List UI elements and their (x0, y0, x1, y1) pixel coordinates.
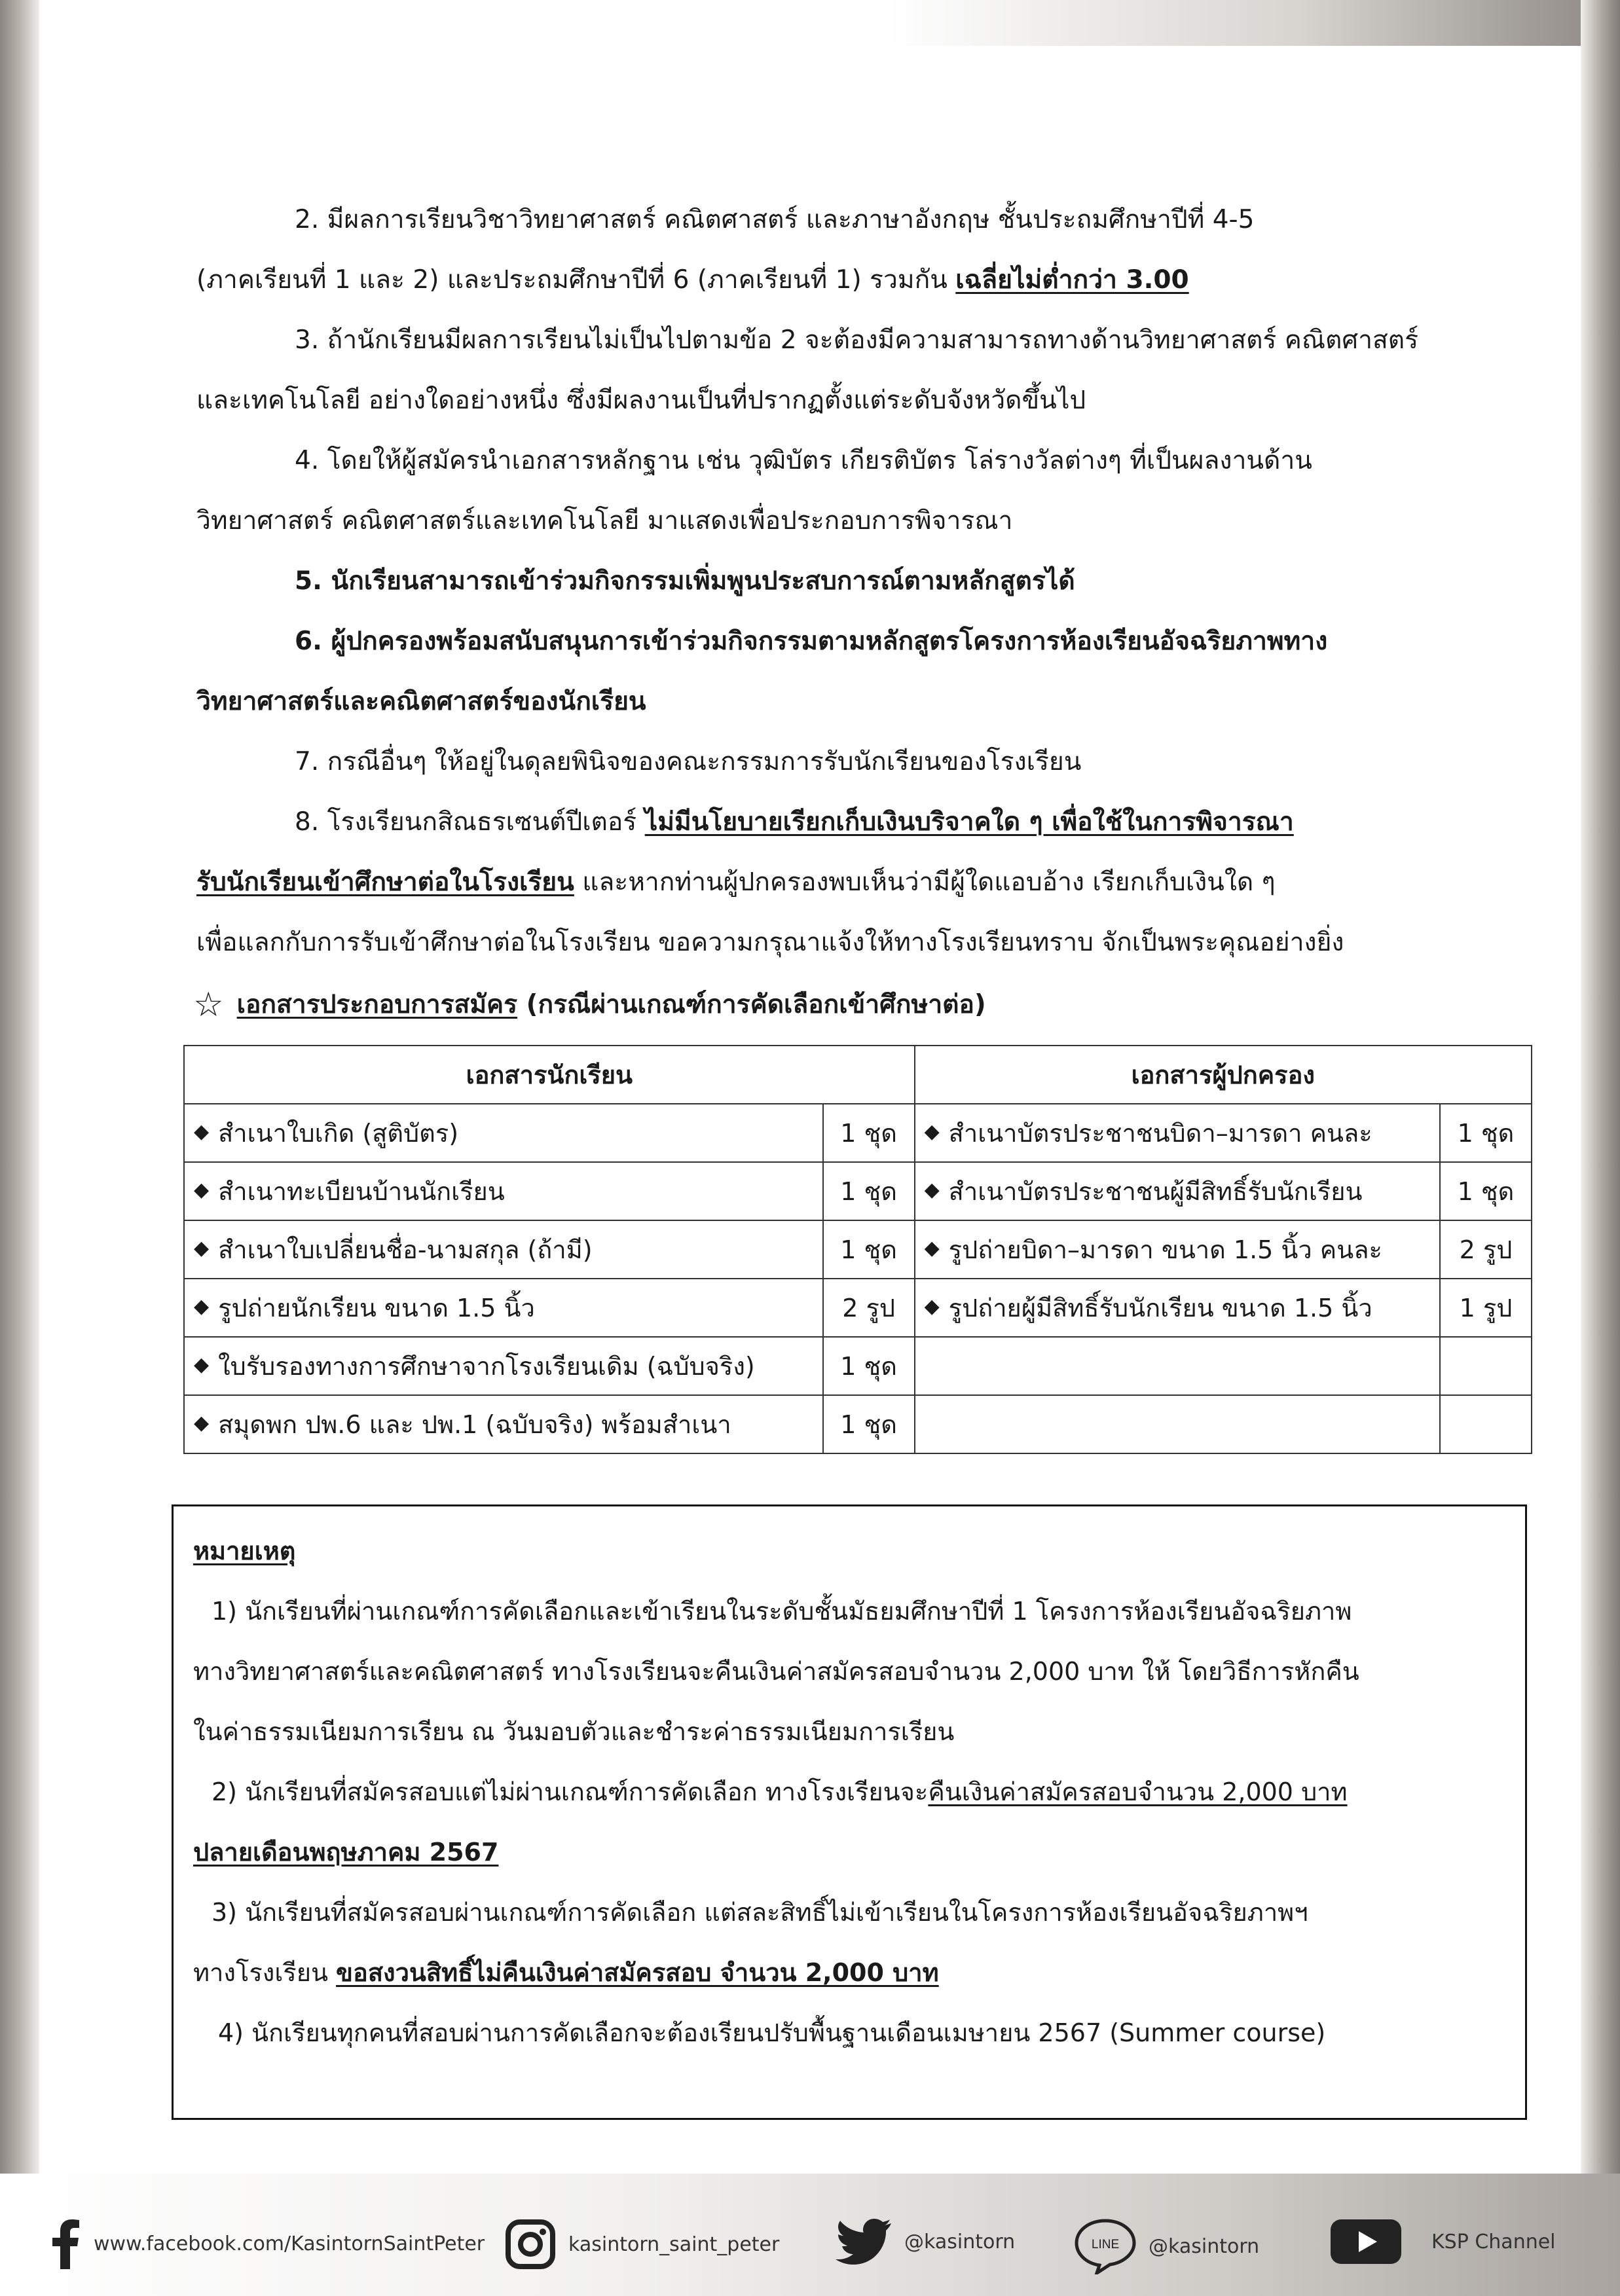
note-1: 1) นักเรียนที่ผ่านเกณฑ์การคัดเลือกและเข้าเรียนในระดับชั้นมัธยมศึกษาปีที่ 1 โครงการห้องเรียนอัจฉริยภาพ (212, 1597, 1352, 1626)
criteria-item-8: 8. โรงเรียนกสิณธรเซนต์ปีเตอร์ ไม่มีนโยบายเรียกเก็บเงินบริจาคใด ๆ เพื่อใช้ในการพิจารณา (295, 807, 1294, 837)
bullet-diamond-icon: ◆ (924, 1178, 940, 1201)
student-document: ◆ ใบรับรองทางการศึกษาจากโรงเรียนเดิม (ฉบับจริง) (184, 1337, 823, 1395)
instagram-icon (504, 2218, 557, 2270)
parent-document (915, 1395, 1440, 1453)
note-3-cont: ทางโรงเรียน ขอสงวนสิทธิ์ไม่คืนเงินค่าสมัครสอบ จำนวน 2,000 บาท (193, 1958, 939, 1987)
document-row (184, 1220, 1532, 1279)
svg-text:LINE: LINE (1091, 2238, 1120, 2251)
student-document: ◆ สำเนาทะเบียนบ้านนักเรียน (184, 1162, 823, 1220)
criteria-item-7: 7. กรณีอื่นๆ ให้อยู่ในดุลยพินิจของคณะกรรมการรับนักเรียนของโรงเรียน (295, 747, 1082, 776)
student-document: ◆ สำเนาใบเปลี่ยนชื่อ-นามสกุล (ถ้ามี) (184, 1220, 823, 1279)
criteria-item-3-cont: และเทคโนโลยี อย่างใดอย่างหนึ่ง ซึ่งมีผลงานเป็นที่ปรากฏตั้งแต่ระดับจังหวัดขึ้นไป (196, 386, 1086, 415)
social-footer (0, 2174, 1620, 2296)
documents-table-header (184, 1046, 1532, 1104)
line-link[interactable]: LINE @kasintorn (1074, 2218, 1259, 2274)
notes-title: หมายเหตุ (193, 1537, 296, 1565)
gpa-requirement: เฉลี่ยไม่ต่ำกว่า 3.00 (955, 265, 1189, 295)
page-frame-right (1581, 0, 1620, 2174)
criteria-item-6-cont: วิทยาศาสตร์และคณิตศาสตร์ของนักเรียน (196, 687, 646, 716)
bullet-diamond-icon: ◆ (194, 1120, 210, 1143)
parent-document: ◆ สำเนาบัตรประชาชนผู้มีสิทธิ์รับนักเรียน (915, 1162, 1440, 1220)
parent-document-qty: 1 ชุด (1440, 1104, 1532, 1162)
document-row (184, 1395, 1532, 1453)
documents-heading: ☆ เอกสารประกอบการสมัคร (กรณีผ่านเกณฑ์การคัดเลือกเข้าศึกษาต่อ) (193, 985, 986, 1025)
student-document: ◆ รูปถ่ายนักเรียน ขนาด 1.5 นิ้ว (184, 1279, 823, 1337)
student-document-qty: 1 ชุด (823, 1162, 915, 1220)
bullet-diamond-icon: ◆ (924, 1237, 940, 1260)
parent-document: ◆ รูปถ่ายบิดา–มารดา ขนาด 1.5 นิ้ว คนละ (915, 1220, 1440, 1279)
criteria-item-2-cont: (ภาคเรียนที่ 1 และ 2) และประถมศึกษาปีที่ 6 (ภาคเรียนที่ 1) รวมกัน เฉลี่ยไม่ต่ำกว่า 3.00 (196, 265, 1189, 295)
student-document: ◆ สำเนาใบเกิด (สูติบัตร) (184, 1104, 823, 1162)
documents-table (183, 1045, 1532, 1454)
parent-document-qty: 2 รูป (1440, 1220, 1532, 1279)
document-row (184, 1337, 1532, 1395)
criteria-item-2: 2. มีผลการเรียนวิชาวิทยาศาสตร์ คณิตศาสตร์ และภาษาอังกฤษ ชั้นประถมศึกษาปีที่ 4-5 (295, 205, 1255, 234)
student-document-qty: 1 ชุด (823, 1395, 915, 1453)
instagram-link[interactable]: kasintorn_saint_peter (504, 2218, 779, 2270)
criteria-item-3: 3. ถ้านักเรียนมีผลการเรียนไม่เป็นไปตามข้อ 2 จะต้องมีความสามารถทางด้านวิทยาศาสตร์ คณิตศาสตร์ (295, 325, 1419, 355)
student-document-qty: 1 ชุด (823, 1337, 915, 1395)
parent-document-qty (1440, 1337, 1532, 1395)
note-1-cont2: ในค่าธรรมเนียมการเรียน ณ วันมอบตัวและชำระค่าธรรมเนียมการเรียน (193, 1717, 955, 1746)
student-document-qty: 1 ชุด (823, 1104, 915, 1162)
note-4: 4) นักเรียนทุกคนที่สอบผ่านการคัดเลือกจะต้องเรียนปรับพื้นฐานเดือนเมษายน 2567 (Summer course) (218, 2018, 1326, 2047)
student-document-qty: 1 ชุด (823, 1220, 915, 1279)
document-row (184, 1279, 1532, 1337)
note-2-cont: ปลายเดือนพฤษภาคม 2567 (193, 1838, 499, 1867)
parent-document: ◆ รูปถ่ายผู้มีสิทธิ์รับนักเรียน ขนาด 1.5 นิ้ว (915, 1279, 1440, 1337)
criteria-section (196, 190, 1454, 973)
line-icon (1074, 2218, 1137, 2274)
criteria-item-4-cont: วิทยาศาสตร์ คณิตศาสตร์และเทคโนโลยี มาแสดงเพื่อประกอบการพิจารณา (196, 506, 1013, 536)
parent-documents-header: เอกสารผู้ปกครอง (915, 1046, 1532, 1104)
notes-box (172, 1504, 1527, 2120)
parent-document-qty: 1 ชุด (1440, 1162, 1532, 1220)
document-row (184, 1104, 1532, 1162)
criteria-item-8-cont2: เพื่อแลกกับการรับเข้าศึกษาต่อในโรงเรียน ขอความกรุณาแจ้งให้ทางโรงเรียนทราบ จักเป็นพระคุณอย่างยิ่ง (196, 928, 1344, 957)
facebook-icon (49, 2218, 82, 2269)
parent-document-qty: 1 รูป (1440, 1279, 1532, 1337)
bullet-diamond-icon: ◆ (194, 1178, 210, 1201)
youtube-icon (1329, 2218, 1403, 2265)
twitter-icon (835, 2218, 893, 2265)
bullet-diamond-icon: ◆ (194, 1295, 210, 1318)
bullet-diamond-icon: ◆ (194, 1353, 210, 1376)
criteria-item-6: 6. ผู้ปกครองพร้อมสนับสนุนการเข้าร่วมกิจกรรมตามหลักสูตรโครงการห้องเรียนอัจฉริยภาพทาง (295, 627, 1328, 656)
criteria-item-4: 4. โดยให้ผู้สมัครนำเอกสารหลักฐาน เช่น วุฒิบัตร เกียรติบัตร โล่รางวัลต่างๆ ที่เป็นผลงานด้าน (295, 446, 1312, 475)
parent-document (915, 1337, 1440, 1395)
parent-document: ◆ สำเนาบัตรประชาชนบิดา–มารดา คนละ (915, 1104, 1440, 1162)
document-row (184, 1162, 1532, 1220)
student-document: ◆ สมุดพก ปพ.6 และ ปพ.1 (ฉบับจริง) พร้อมสำเนา (184, 1395, 823, 1453)
twitter-link[interactable]: @kasintorn (835, 2218, 1015, 2265)
youtube-link[interactable]: KSP Channel (1329, 2218, 1556, 2265)
star-icon: ☆ (193, 985, 224, 1025)
note-2: 2) นักเรียนที่สมัครสอบแต่ไม่ผ่านเกณฑ์การคัดเลือก ทางโรงเรียนจะคืนเงินค่าสมัครสอบจำนวน 2,000 บาท (212, 1777, 1348, 1806)
parent-document-qty (1440, 1395, 1532, 1453)
student-documents-header: เอกสารนักเรียน (184, 1046, 915, 1104)
page-frame-top (0, 0, 1620, 46)
note-1-cont: ทางวิทยาศาสตร์และคณิตศาสตร์ ทางโรงเรียนจะคืนเงินค่าสมัครสอบจำนวน 2,000 บาท ให้ โดยวิธีการหักคืน (193, 1657, 1359, 1686)
bullet-diamond-icon: ◆ (924, 1295, 940, 1318)
bullet-diamond-icon: ◆ (194, 1237, 210, 1260)
criteria-item-8-cont: รับนักเรียนเข้าศึกษาต่อในโรงเรียน และหากท่านผู้ปกครองพบเห็นว่ามีผู้ใดแอบอ้าง เรียกเก็บเงินใด ๆ (196, 867, 1276, 897)
page-frame-left (0, 0, 39, 2174)
student-document-qty: 2 รูป (823, 1279, 915, 1337)
bullet-diamond-icon: ◆ (194, 1412, 210, 1434)
facebook-link[interactable]: www.facebook.com/KasintornSaintPeter (49, 2218, 485, 2269)
note-3: 3) นักเรียนที่สมัครสอบผ่านเกณฑ์การคัดเลือก แต่สละสิทธิ์ไม่เข้าเรียนในโครงการห้องเรียนอัจฉริยภาพฯ (212, 1898, 1308, 1927)
criteria-item-5: 5. นักเรียนสามารถเข้าร่วมกิจกรรมเพิ่มพูนประสบการณ์ตามหลักสูตรได้ (295, 566, 1075, 596)
bullet-diamond-icon: ◆ (924, 1120, 940, 1143)
